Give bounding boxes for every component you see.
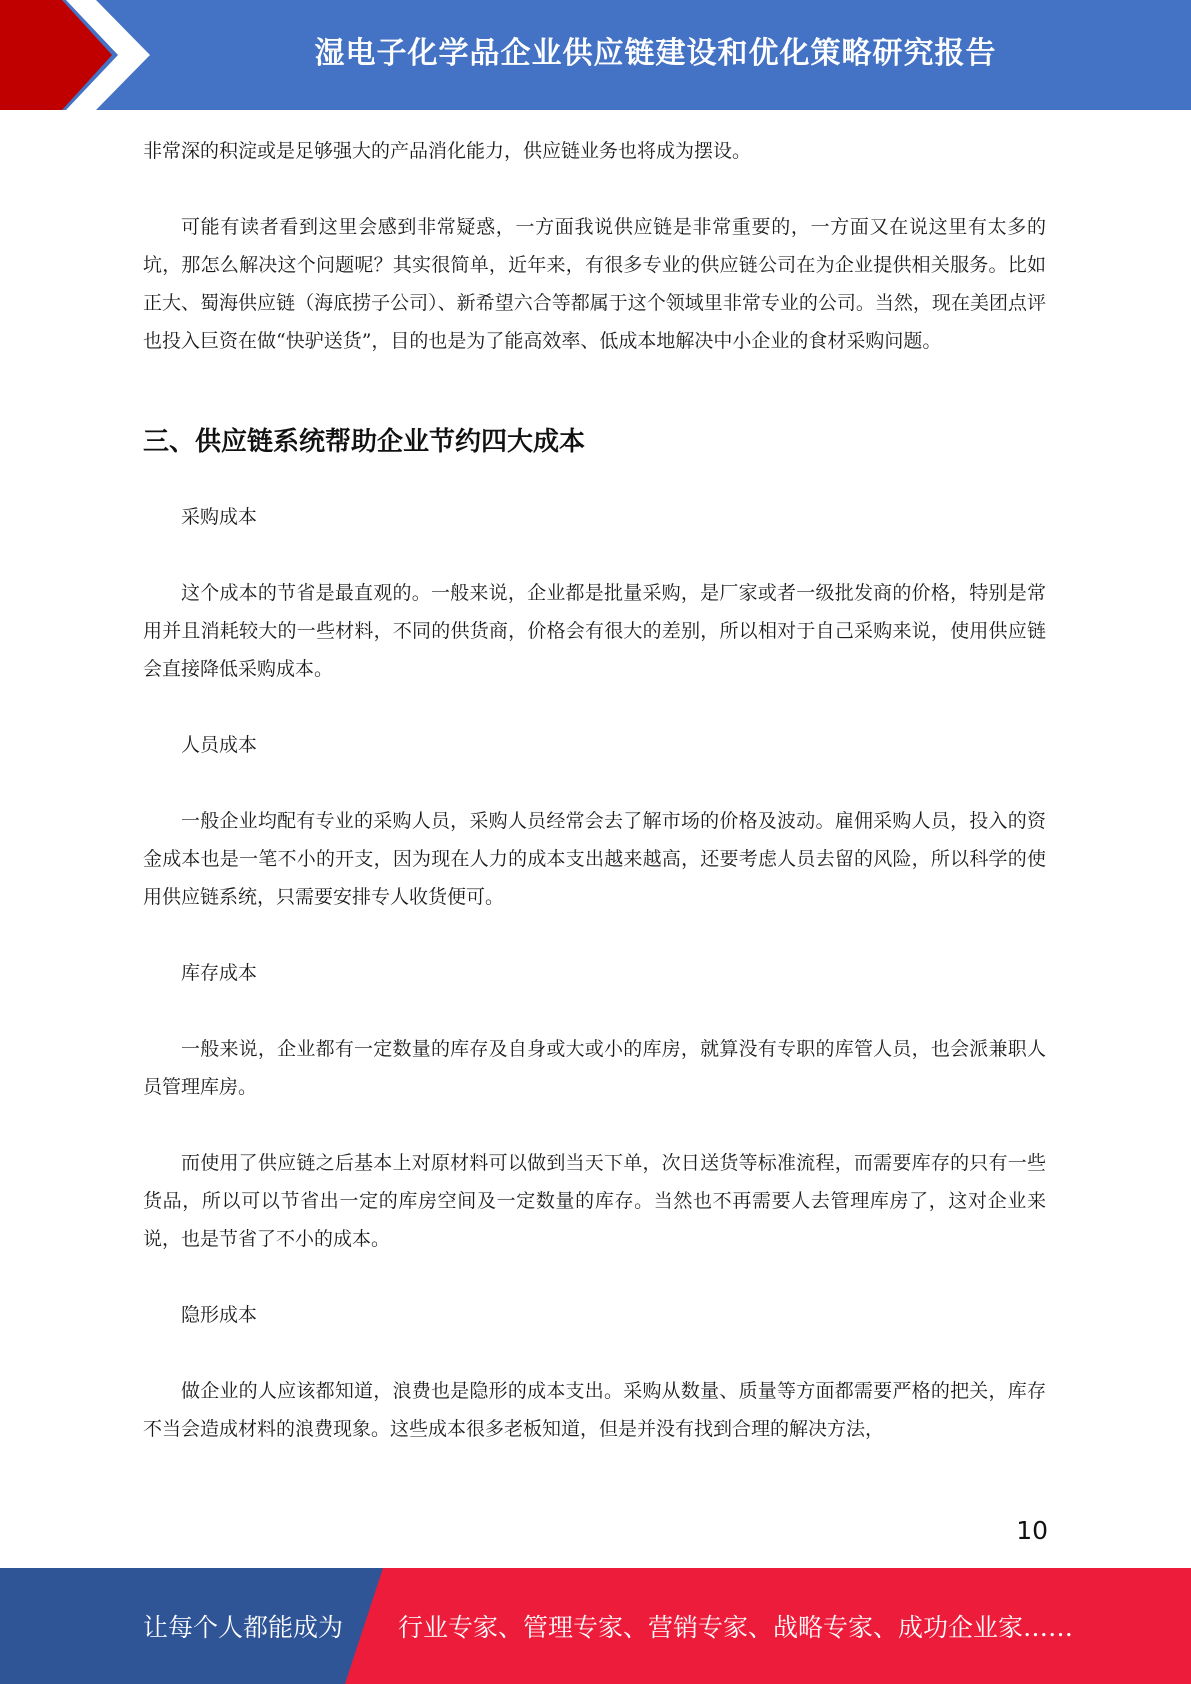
paragraph-1: 非常深的积淀或是足够强大的产品消化能力，供应链业务也将成为摆设。 — [143, 140, 752, 162]
paragraph-2: 可能有读者看到这里会感到非常疑惑，一方面我说供应链是非常重要的，一方面又在说这里有太多的坑，那怎么解决这个问题呢？其实很简单，近年来，有很多专业的供应链公司在为企业提供相关服务。比如正大、蜀海供应链（海底捞子公司）、新希望六合等都属于这个领域里非常专业的公司。当然，现在美团点评也投入巨资在做“快驴送货”，目的也是为了能高效率、低成本地解决中小企业的食材采购问题。 — [143, 216, 1046, 352]
footer-slogan-right: 行业专家、管理专家、营销专家、战略专家、成功企业家…… — [398, 1613, 1074, 1642]
page-content — [143, 132, 1046, 1448]
header-arrow-decoration — [0, 0, 160, 110]
section-heading: 三、供应链系统帮助企业节约四大成本 — [143, 427, 586, 457]
subheading-hidden-cost: 隐形成本 — [181, 1304, 258, 1326]
paragraph-7: 做企业的人应该都知道，浪费也是隐形的成本支出。采购从数量、质量等方面都需要严格的把关，库存不当会造成材料的浪费现象。这些成本很多老板知道，但是并没有找到合理的解决方法， — [143, 1380, 1046, 1440]
subheading-procurement-cost: 采购成本 — [181, 506, 258, 528]
page-footer — [0, 1568, 1191, 1684]
paragraph-5: 一般来说，企业都有一定数量的库存及自身或大或小的库房，就算没有专职的库管人员，也会派兼职人员管理库房。 — [143, 1038, 1046, 1098]
page-number: 10 — [1016, 1516, 1048, 1545]
subheading-personnel-cost: 人员成本 — [181, 734, 258, 756]
page-header — [0, 0, 1191, 110]
paragraph-4: 一般企业均配有专业的采购人员，采购人员经常会去了解市场的价格及波动。雇佣采购人员，投入的资金成本也是一笔不小的开支，因为现在人力的成本支出越来越高，还要考虑人员去留的风险，所以科学的使用供应链系统，只需要安排专人收货便可。 — [143, 810, 1046, 908]
paragraph-3: 这个成本的节省是最直观的。一般来说，企业都是批量采购，是厂家或者一级批发商的价格，特别是常用并且消耗较大的一些材料，不同的供货商，价格会有很大的差别，所以相对于自己采购来说，使用供应链会直接降低采购成本。 — [143, 582, 1046, 680]
paragraph-6: 而使用了供应链之后基本上对原材料可以做到当天下单，次日送货等标准流程，而需要库存的只有一些货品，所以可以节省出一定的库房空间及一定数量的库存。当然也不再需要人去管理库房了，这对企业来说，也是节省了不小的成本。 — [143, 1152, 1046, 1250]
subheading-inventory-cost: 库存成本 — [181, 962, 258, 984]
footer-slogan-left: 让每个人都能成为 — [143, 1613, 344, 1642]
report-title: 湿电子化学品企业供应链建设和优化策略研究报告 — [314, 36, 997, 71]
